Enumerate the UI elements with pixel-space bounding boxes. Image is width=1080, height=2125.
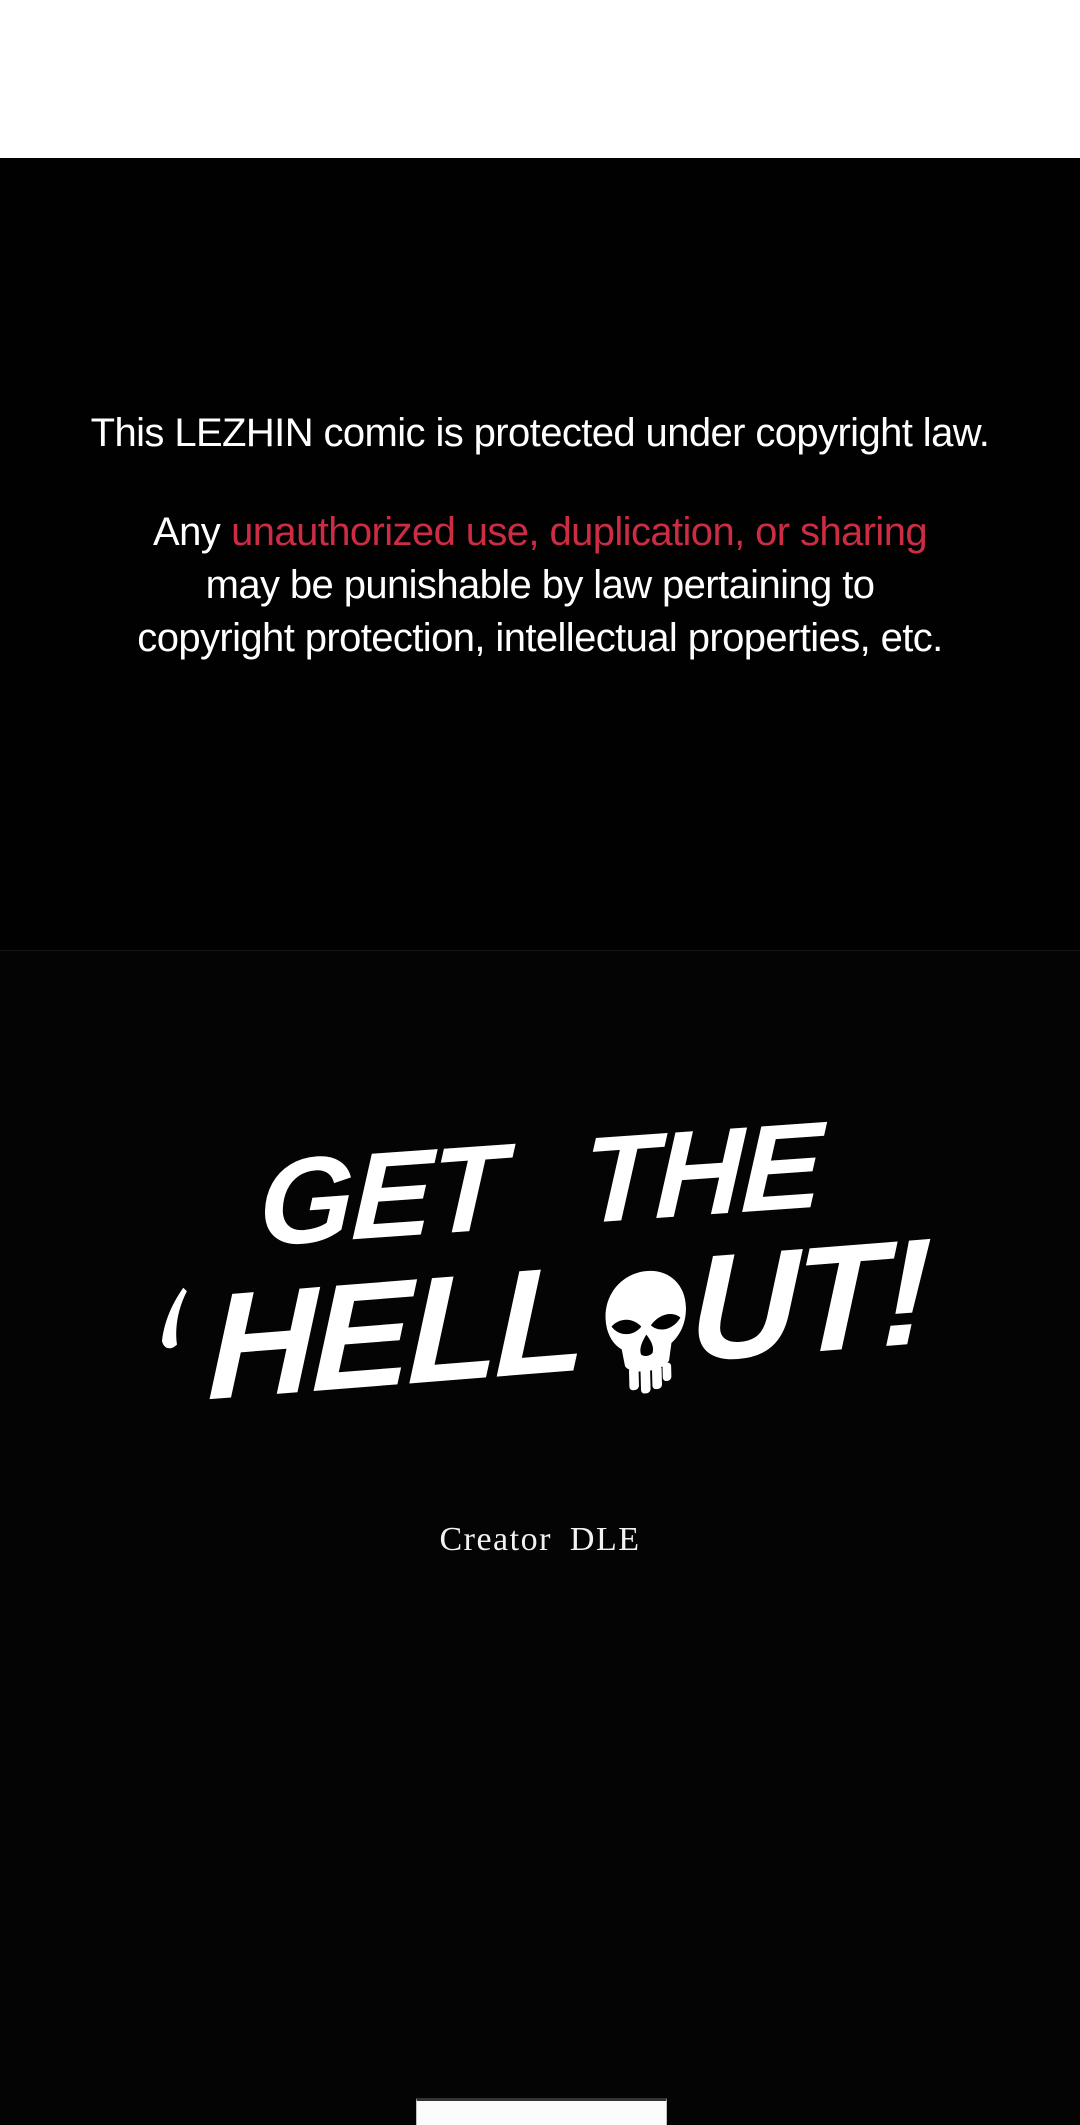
title-page-panel [0, 950, 1080, 2125]
copyright-line-1: This LEZHIN comic is protected under copyright law. [90, 411, 990, 455]
copyright-line-2-highlight: unauthorized use, duplication, or sharing [231, 510, 927, 554]
creator-label: Creator [439, 1521, 552, 1558]
logo-word-out [597, 1206, 930, 1399]
creator-name: DLE [569, 1521, 641, 1558]
creator-credit [0, 1521, 1080, 1559]
copyright-line-4: copyright protection, intellectual properties, etc. [137, 616, 943, 660]
brush-flick-icon [152, 1284, 192, 1363]
copyright-line-2 [0, 506, 1080, 559]
series-title-logo [0, 1096, 1080, 1432]
copyright-notice-panel [0, 158, 1080, 950]
logo-word-ut: UT! [688, 1206, 930, 1394]
skull-o-icon [597, 1262, 696, 1401]
copyright-line-2-prefix: Any [152, 510, 221, 554]
logo-word-hell: HELL [206, 1233, 585, 1432]
copyright-line-3: may be punishable by law pertaining to [205, 563, 875, 607]
logo-line-1: GET THE [256, 1096, 824, 1272]
bottom-sheet-peek[interactable] [416, 2098, 667, 2125]
top-gutter [0, 0, 1080, 158]
